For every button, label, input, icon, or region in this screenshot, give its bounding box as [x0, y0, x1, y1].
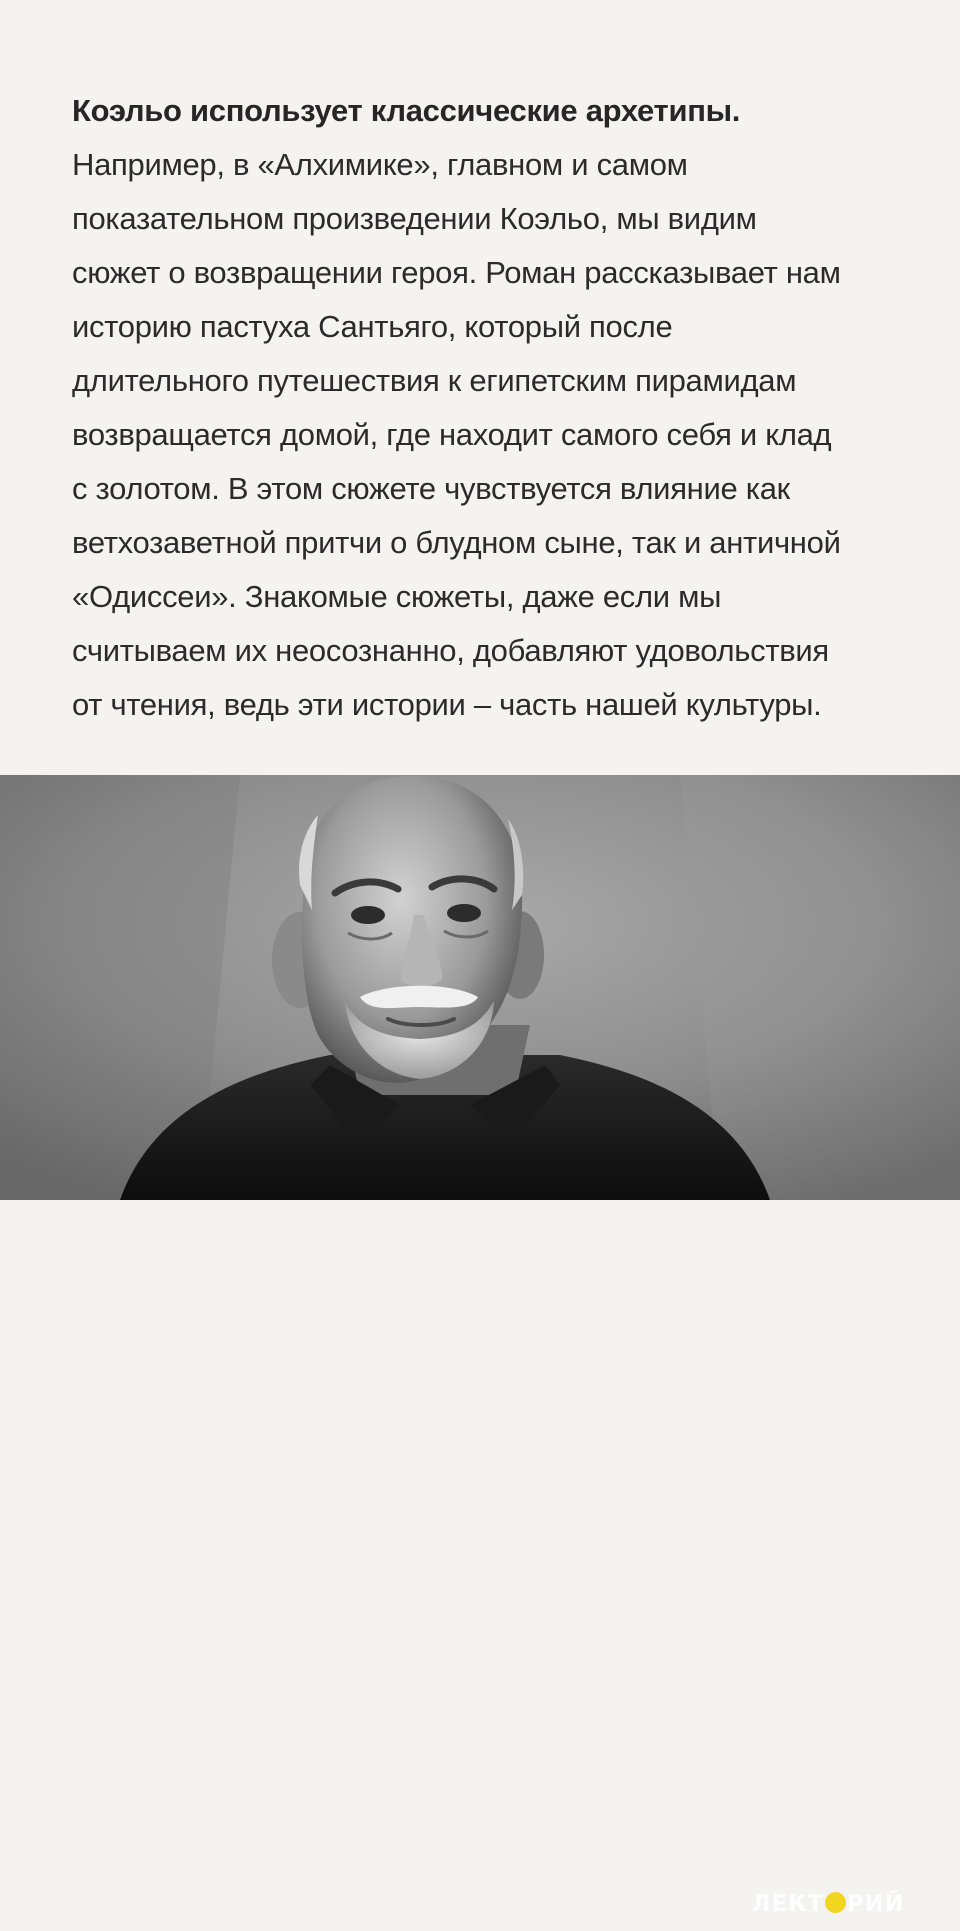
article-line: «Одиссеи». Знакомые сюжеты, даже если мы	[72, 579, 722, 614]
article-text	[72, 84, 922, 732]
article-line: ветхозаветной притчи о блудном сыне, так и античной	[72, 525, 841, 560]
article-heading: Коэльо использует классические архетипы.	[72, 93, 741, 128]
article-line: от чтения, ведь эти истории – часть нашей культуры.	[72, 687, 822, 722]
article-line: сюжет о возвращении героя. Роман рассказывает нам	[72, 255, 841, 290]
article-line: возвращается домой, где находит самого себя и клад	[72, 417, 832, 452]
logo-tagline: Правое полушарие Интроверта	[752, 1920, 902, 1930]
article-line: Например, в «Алхимике», главном и самом	[72, 147, 688, 182]
article-line: историю пастуха Сантьяго, который после	[72, 309, 673, 344]
logo-circle-icon	[825, 1892, 846, 1913]
logo-word-part: ЛЕКТ	[752, 1892, 825, 1917]
article-line: длительного путешествия к египетским пирамидам	[72, 363, 797, 398]
article-line: с золотом. В этом сюжете чувствуется влияние как	[72, 471, 790, 506]
article-line: считываем их неосознанно, добавляют удовольствия	[72, 633, 829, 668]
logo-word-part: РИЙ	[847, 1892, 905, 1917]
lektoriy-logo	[752, 1892, 932, 1931]
logo-wordmark	[752, 1892, 932, 1918]
article-line: показательном произведении Коэльо, мы видим	[72, 201, 757, 236]
portrait-illustration	[0, 775, 960, 1200]
author-portrait-photo	[0, 775, 960, 1930]
